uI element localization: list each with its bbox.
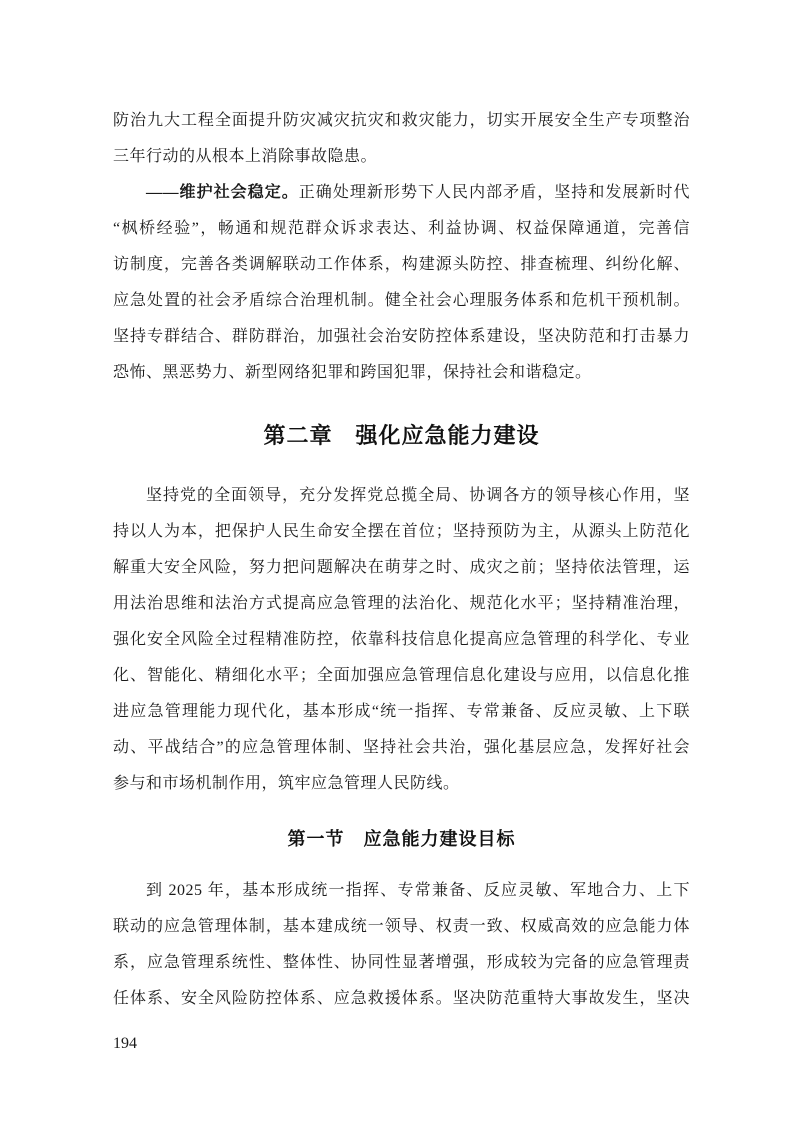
text-line: 恐怖、黑恶势力、新型网络犯罪和跨国犯罪，保持社会和谐稳定。 <box>113 364 592 381</box>
text-line: 进应急管理能力现代化，基本形成“统一指挥、专常兼备、反应灵敏、上下联 <box>113 703 690 720</box>
text-line: 联动的应急管理体制，基本建成统一领导、权责一致、权威高效的应急能力体 <box>113 918 690 935</box>
text-run: 正确处理新形势下人民内部矛盾，坚持和发展新时代 <box>298 184 690 201</box>
text-line <box>113 175 690 211</box>
text-line: “枫桥经验”，畅通和规范群众诉求表达、利益协调、权益保障通道，完善信 <box>113 220 690 237</box>
text-line: 任体系、安全风险防控体系、应急救援体系。坚决防范重特大事故发生，坚决 <box>113 990 690 1007</box>
text-line: 坚持专群结合、群防群治，加强社会治安防控体系建设，坚决防范和打击暴力 <box>113 328 690 345</box>
paragraph <box>113 103 690 175</box>
paragraph <box>113 478 690 802</box>
bold-run: ——维护社会稳定。 <box>146 184 299 201</box>
text-line: 系，应急管理系统性、整体性、协同性显著增强，形成较为完备的应急管理责 <box>113 954 690 971</box>
page-number: 194 <box>113 1035 137 1052</box>
text-line: 动、平战结合”的应急管理体制、坚持社会共治，强化基层应急，发挥好社会 <box>113 739 690 756</box>
text-line: 防治九大工程全面提升防灾减灾抗灾和救灾能力，切实开展安全生产专项整治 <box>113 112 690 129</box>
paragraph <box>113 873 690 1017</box>
text-line: 到 2025 年，基本形成统一指挥、专常兼备、反应灵敏、军地合力、上下 <box>146 882 690 899</box>
section-heading: 第一节 应急能力建设目标 <box>287 828 516 849</box>
text-line: 持以人为本，把保护人民生命安全摆在首位；坚持预防为主，从源头上防范化 <box>113 523 690 540</box>
text-line: 强化安全风险全过程精准防控，依靠科技信息化提高应急管理的科学化、专业 <box>113 631 690 648</box>
text-line: 用法治思维和法治方式提高应急管理的法治化、规范化水平；坚持精准治理， <box>113 595 690 612</box>
text-line: 三年行动的从根本上消除事故隐患。 <box>113 148 378 165</box>
text-block <box>113 103 690 1017</box>
text-line: 坚持党的全面领导，充分发挥党总揽全局、协调各方的领导核心作用，坚 <box>146 487 690 504</box>
text-line: 参与和市场机制作用，筑牢应急管理人民防线。 <box>113 775 460 792</box>
text-line: 应急处置的社会矛盾综合治理机制。健全社会心理服务体系和危机干预机制。 <box>113 292 690 309</box>
chapter-heading: 第二章 强化应急能力建设 <box>263 423 540 448</box>
paragraph <box>113 175 690 391</box>
text-line: 访制度，完善各类调解联动工作体系，构建源头防控、排查梳理、纠纷化解、 <box>113 256 690 273</box>
text-line: 化、智能化、精细化水平；全面加强应急管理信息化建设与应用，以信息化推 <box>113 667 690 684</box>
text-line: 解重大安全风险，努力把问题解决在萌芽之时、成灾之前；坚持依法管理，运 <box>113 559 690 576</box>
